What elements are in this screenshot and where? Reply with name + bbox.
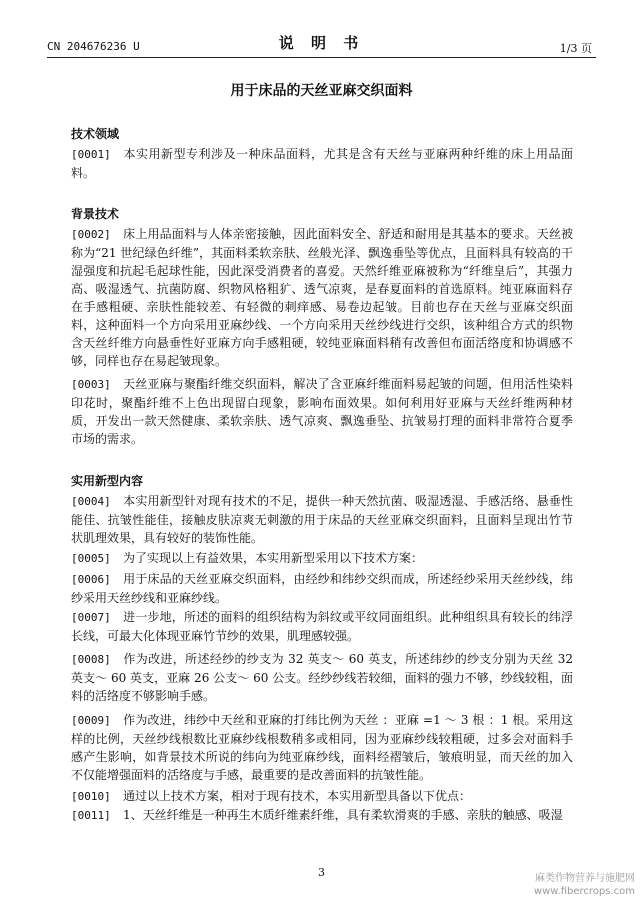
paragraph-number: [0001] [71,148,111,161]
watermark-line-2: www.fibercrops.com [533,886,635,897]
paragraph-text: 作为改进，所述经纱的纱支为 32 英支～ 60 英支，所述纬纱的纱支分别为天丝 32 英支～ 60 英支，亚麻 26 公支～ 60 公支。经纱纱线若较细，面料的强力不够，纱线较粗，面料的活络度不够影响手感。 [71,652,573,703]
paragraph-number: [0010] [71,790,111,803]
paragraph-0004 [71,492,573,547]
paragraph-0002 [71,225,573,370]
watermark [534,872,635,898]
paragraph-number: [0011] [71,809,111,822]
paragraph-number: [0009] [71,714,111,727]
paragraph-number: [0002] [71,228,111,241]
paragraph-text: 作为改进，纬纱中天丝和亚麻的打纬比例为天丝 ：亚麻 =1 ～ 3 根 ：1 根。采用这样的比例，天丝纱线根数比亚麻纱线根数稍多或相同，因为亚麻纱线较粗硬，过多会对面料手感产生影响，如背景技术所说的纬向为纯亚麻纱线，面料经褶皱后，皱痕明显，而天丝的加入不仅能增强面料的活络度与手感，最重要的是改善面料的抗皱性能。 [71,713,573,782]
paragraph-0006 [71,570,573,607]
paragraph-0007 [71,608,573,645]
paragraph-text: 本实用新型专利涉及一种床品面料，尤其是含有天丝与亚麻两种纤维的床上用品面料。 [71,147,573,180]
paragraph-text: 通过以上技术方案，相对于现有技术，本实用新型具备以下优点： [123,789,472,803]
paragraph-number: [0006] [71,573,111,586]
patent-number: CN 204676236 U [47,40,140,53]
document-type: 说 明 书 [278,34,365,52]
paragraph-number: [0007] [71,611,111,624]
paragraph-number: [0008] [71,653,111,666]
document-title: 用于床品的天丝亚麻交织面料 [230,83,413,99]
paragraph-text: 本实用新型针对现有技术的不足，提供一种天然抗菌、吸湿透湿、手感活络、悬垂性能佳、抗皱性能佳，接触皮肤凉爽无刺激的用于床品的天丝亚麻交织面料，且面料呈现出竹节状肌理效果，具有较好的装饰性能。 [71,494,573,545]
paragraph-number: [0005] [71,552,111,565]
paragraph-number: [0004] [71,495,111,508]
paragraph-0009 [71,711,573,784]
header-divider [47,57,596,58]
paragraph-0001 [71,145,573,182]
paragraph-0011 [71,806,573,825]
paragraph-text: 床上用品面料与人体亲密接触，因此面料安全、舒适和耐用是其基本的要求。天丝被称为“21 世纪绿色纤维”，其面料柔软亲肤、丝般光泽、飘逸垂坠等优点，且面料具有较高的干湿强度和抗起毛起球性能，因此深受消费者的喜爱。天然纤维亚麻被称为“纤维皇后”，其强力高、吸湿透气、抗菌防腐、织物风格粗犷、透气凉爽，是春夏面料的首选原料。纯亚麻面料存在手感粗硬、亲肤性能较差、有轻微的刺痒感、易卷边起皱。目前也存在天丝与亚麻交织面料，这种面料一个方向采用亚麻纱线、一个方向采用天丝纱线进行交织，该种组合方式的织物含天丝纤维方向悬垂性好亚麻方向手感粗硬，较纯亚麻面料稍有改善但布面活络度和协调感不够，同样也存在易起皱现象。 [71,227,573,368]
section-heading-summary: 实用新型内容 [71,474,144,488]
paragraph-0010 [71,787,573,806]
paragraph-text: 用于床品的天丝亚麻交织面料，由经纱和纬纱交织而成，所述经纱采用天丝纱线，纬纱采用天丝纱线和亚麻纱线。 [71,572,573,605]
paragraph-0003 [71,375,573,448]
paragraph-text: 天丝亚麻与聚酯纤维交织面料，解决了含亚麻纤维面料易起皱的问题，但用活性染料印花时，聚酯纤维不上色出现留白现象，影响布面效果。如何利用好亚麻与天丝纤维两种材质，开发出一款天然健康、柔软亲肤、透气凉爽、飘逸垂坠、抗皱易打理的面料非常符合夏季市场的需求。 [71,377,573,446]
paragraph-text: 进一步地，所述的面料的组织结构为斜纹或平纹同面组织。此种组织具有较长的纬浮长线，可最大化体现亚麻竹节纱的效果，肌理感较强。 [71,610,573,643]
section-heading-background: 背景技术 [71,207,120,221]
paragraph-text: 为了实现以上有益效果，本实用新型采用以下技术方案： [123,551,424,565]
page-number: 3 [318,866,325,879]
paragraph-0005 [71,549,573,568]
paragraph-number: [0003] [71,378,111,391]
page-info: 1/3 页 [559,42,592,55]
section-heading-technical-field: 技术领域 [71,127,120,141]
paragraph-0008 [71,650,573,705]
paragraph-text: 1、天丝纤维是一种再生木质纤维素纤维，具有柔软滑爽的手感、亲肤的触感、吸湿 [123,808,563,822]
watermark-line-1: 麻类作物营养与施肥网 [535,873,635,884]
